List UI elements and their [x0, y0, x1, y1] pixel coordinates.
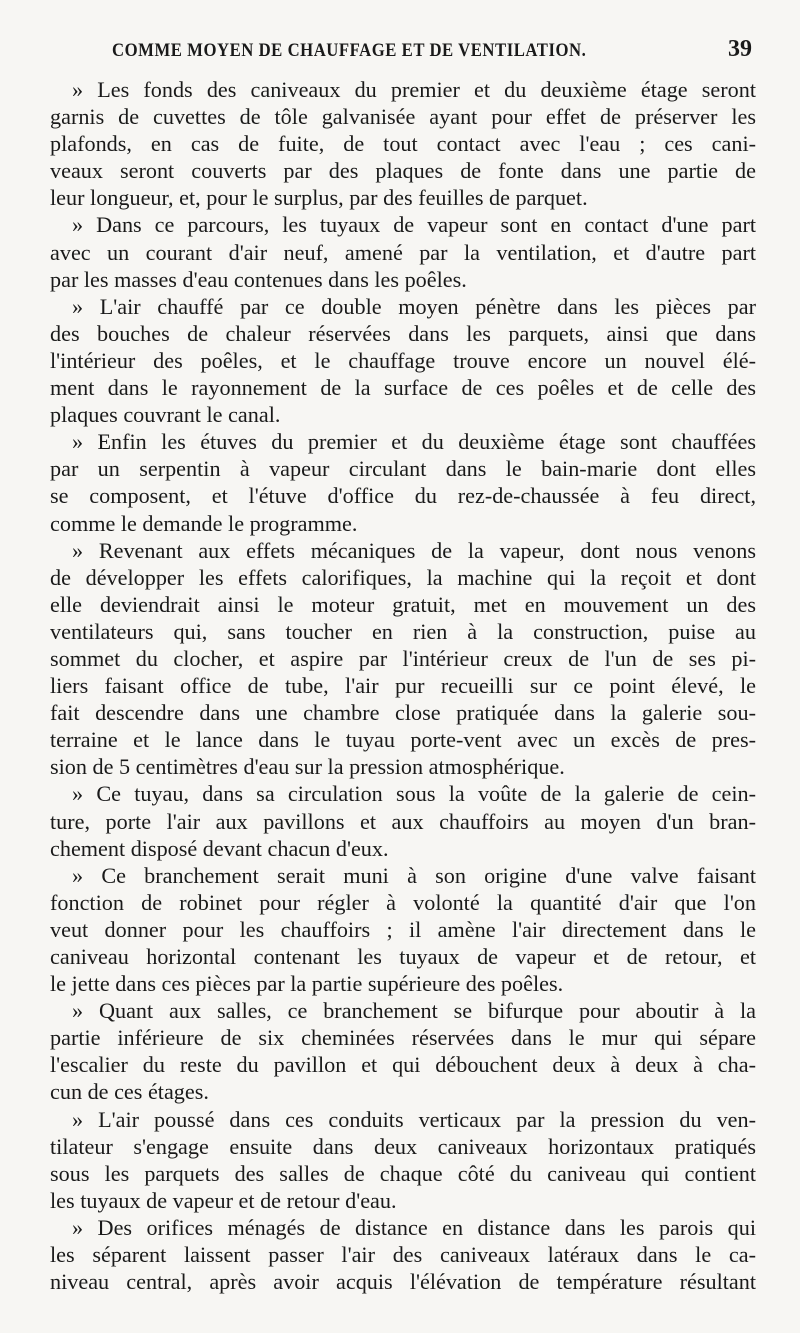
paragraph — [50, 76, 756, 211]
text-line: ture, porte l'air aux pavillons et aux chauffoirs au moyen d'un bran- — [50, 808, 756, 834]
text-line: comme le demande le programme. — [50, 510, 358, 536]
text-line: les séparent laissent passer l'air des caniveaux latéraux dans le ca- — [50, 1242, 756, 1268]
text-line: l'intérieur des poêles, et le chauffage trouve encore un nouvel élé- — [50, 347, 756, 373]
text-line: de développer les effets calorifiques, la machine qui la reçoit et dont — [50, 564, 756, 590]
paragraph — [50, 211, 756, 292]
text-line: sous les parquets des salles de chaque côté du caniveau qui contient — [50, 1160, 756, 1186]
text-line: ventilateurs qui, sans toucher en rien à la construction, puise au — [50, 618, 756, 644]
paragraph — [50, 1106, 756, 1214]
text-line: cun de ces étages. — [50, 1079, 209, 1105]
text-line: » Ce branchement serait muni à son origine d'une valve faisant — [72, 862, 756, 888]
text-line: » L'air chauffé par ce double moyen pénètre dans les pièces par — [72, 293, 756, 319]
text-line: garnis de cuvettes de tôle galvanisée ayant pour effet de préserver les — [50, 104, 756, 130]
text-line: leur longueur, et, pour le surplus, par des feuilles de parquet. — [50, 185, 588, 211]
text-line: niveau central, après avoir acquis l'élévation de température résultant — [50, 1269, 756, 1295]
text-line: » Quant aux salles, ce branchement se bifurque pour aboutir à la — [72, 998, 756, 1024]
running-head — [112, 28, 756, 76]
text-line: par un serpentin à vapeur circulant dans le bain-marie dont elles — [50, 456, 756, 482]
text-line: caniveau horizontal contenant les tuyaux de vapeur et de retour, et — [50, 944, 756, 969]
text-line: veaux seront couverts par des plaques de fonte dans une partie de — [50, 158, 756, 184]
text-line: ment dans le rayonnement de la surface de ces poêles et de celle des — [50, 375, 756, 401]
text-line: partie inférieure de six cheminées réservées dans le mur qui sépare — [50, 1025, 756, 1051]
running-title: COMME MOYEN DE CHAUFFAGE ET DE VENTILATION. — [112, 40, 587, 61]
paragraph — [50, 537, 756, 781]
text-line: veut donner pour les chauffoirs ; il amène l'air directement dans le — [50, 916, 756, 942]
text-line: fait descendre dans une chambre close pratiquée dans la galerie sou- — [50, 700, 756, 726]
paragraph — [50, 780, 756, 861]
text-line: se composent, et l'étuve d'office du rez-de-chaussée à feu direct, — [50, 483, 756, 509]
text-line: terraine et le lance dans le tuyau porte-vent avec un excès de pres- — [50, 727, 756, 753]
text-line: tilateur s'engage ensuite dans deux caniveaux horizontaux pratiqués — [50, 1133, 756, 1159]
paragraph — [50, 293, 756, 428]
text-line: l'escalier du reste du pavillon et qui débouchent deux à deux à cha- — [50, 1052, 756, 1078]
paragraph — [50, 862, 756, 997]
paragraph — [50, 997, 756, 1105]
text-line: » Ce tuyau, dans sa circulation sous la voûte de la galerie de cein- — [72, 781, 756, 807]
text-line: le jette dans ces pièces par la partie supérieure des poêles. — [50, 971, 564, 997]
paragraph — [50, 1214, 756, 1295]
text-line: » Les fonds des caniveaux du premier et du deuxième étage seront — [72, 77, 756, 102]
paragraph — [50, 428, 756, 536]
text-line: plaques couvrant le canal. — [50, 402, 281, 428]
text-line: des bouches de chaleur réservées dans les parquets, ainsi que dans — [50, 320, 756, 346]
text-line: » L'air poussé dans ces conduits verticaux par la pression du ven- — [72, 1106, 756, 1132]
body-text — [50, 76, 756, 1295]
text-line: sommet du clocher, et aspire par l'intérieur creux de l'un de ses pi- — [50, 645, 756, 671]
text-line: » Des orifices ménagés de distance en distance dans les parois qui — [72, 1214, 756, 1240]
text-line: » Dans ce parcours, les tuyaux de vapeur sont en contact d'une part — [72, 212, 756, 238]
text-line: sion de 5 centimètres d'eau sur la pression atmosphérique. — [50, 754, 565, 780]
text-line: fonction de robinet pour régler à volonté la quantité d'air que l'on — [50, 889, 756, 915]
text-line: liers faisant office de tube, l'air pur recueilli sur ce point élevé, le — [50, 673, 756, 699]
text-line: par les masses d'eau contenues dans les poêles. — [50, 266, 467, 292]
text-line: chement disposé devant chacun d'eux. — [50, 835, 389, 861]
text-line: » Revenant aux effets mécaniques de la vapeur, dont nous venons — [72, 537, 756, 563]
text-line: les tuyaux de vapeur et de retour d'eau. — [50, 1187, 397, 1213]
page-number: 39 — [728, 36, 752, 62]
text-line: plafonds, en cas de fuite, de tout contact avec l'eau ; ces cani- — [50, 131, 756, 157]
text-line: » Enfin les étuves du premier et du deuxième étage sont chauffées — [72, 429, 756, 455]
text-line: elle deviendrait ainsi le moteur gratuit, met en mouvement un des — [50, 591, 756, 617]
text-line: avec un courant d'air neuf, amené par la ventilation, et d'autre part — [50, 239, 756, 265]
